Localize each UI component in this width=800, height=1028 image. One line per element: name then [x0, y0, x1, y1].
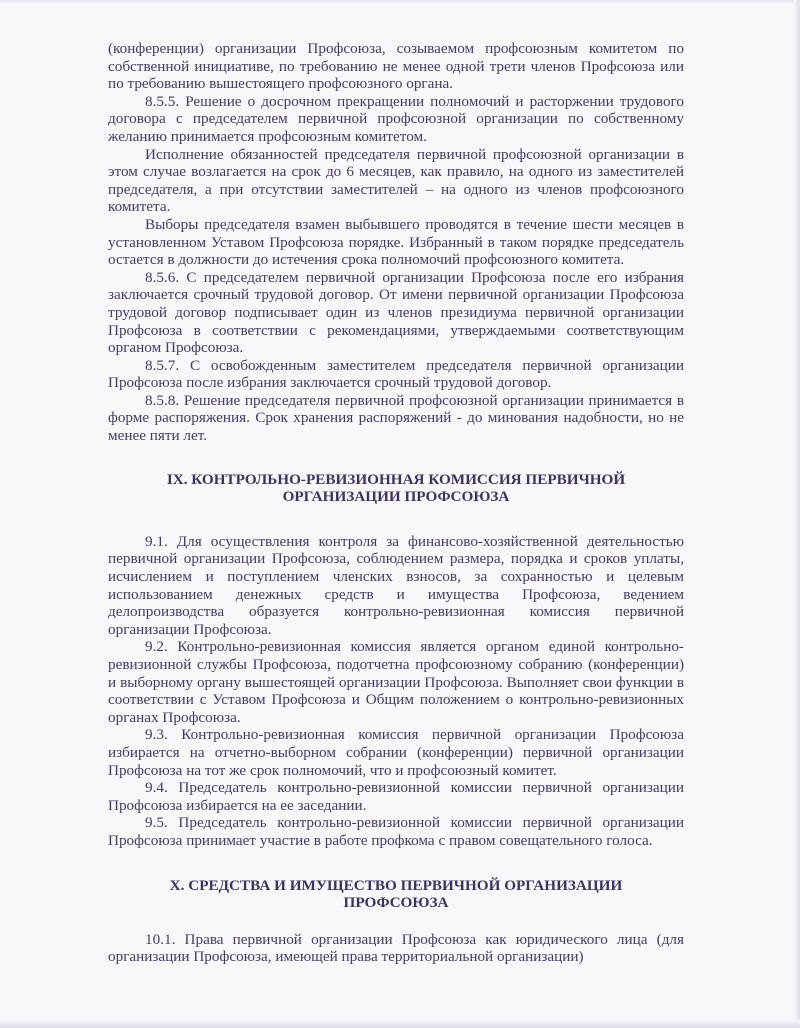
paragraph-9-4: 9.4. Председатель контрольно-ревизионной комиссии первичной организации Профсоюза избирается на ее заседании. [108, 779, 684, 814]
page-top-edge [0, 0, 800, 4]
paragraph-acting-chair: Исполнение обязанностей председателя первичной профсоюзной организации в этом случае возлагается на срок до 6 месяцев, как правило, на одного из заместителей председателя, а при отсутствии заместителей – на одного из членов профсоюзного комитета. [108, 145, 684, 216]
paragraph-9-3: 9.3. Контрольно-ревизионная комиссия первичной организации Профсоюза избирается на отчетно-выборном собрании (конференции) первичной организации Профсоюза на тот же срок полномочий, что и профсоюзный комитет. [108, 726, 684, 779]
paragraph-9-2: 9.2. Контрольно-ревизионная комиссия является органом единой контрольно-ревизионной службы Профсоюза, подотчетна профсоюзному собранию (конференции) и выборному органу вышестоящей организации Профсоюза. Выполняет свои функции в соответствии с Уставом Профсоюза и Общим положением о контрольно-ревизионных органах Профсоюза. [108, 638, 684, 726]
section-9-heading: IX. КОНТРОЛЬНО-РЕВИЗИОННАЯ КОМИССИЯ ПЕРВИЧНОЙ ОРГАНИЗАЦИИ ПРОФСОЮЗА [166, 470, 626, 506]
paragraph-8-5-7: 8.5.7. С освобожденным заместителем председателя первичной организации Профсоюза после избрания заключается срочный трудовой договор. [108, 356, 684, 392]
paragraph-8-5-6: 8.5.6. С председателем первичной организации Профсоюза после его избрания заключается срочный трудовой договор. От имени первичной организации Профсоюза трудовой договор подписывает один из членов президиума первичной организации Профсоюза в соответствии с рекомендациями, утверждаемыми соответствующим органом Профсоюза. [108, 268, 684, 357]
paragraph-8-5-5: 8.5.5. Решение о досрочном прекращении полномочий и расторжении трудового договора с председателем первичной профсоюзной организации по собственному желанию принимается профсоюзным комитетом. [108, 92, 684, 145]
paragraph-continuation: (конференции) организации Профсоюза, созываемом профсоюзным комитетом по собственной инициативе, по требованию не менее одной трети членов Профсоюза или по требованию вышестоящего профсоюзного органа. [108, 40, 684, 93]
page-bottom-edge [0, 1020, 800, 1028]
paragraph-8-5-8: 8.5.8. Решение председателя первичной профсоюзной организации принимается в форме распоряжения. Срок хранения распоряжений - до минования надобности, но не менее пяти лет. [108, 391, 684, 445]
section-10-heading: X. СРЕДСТВА И ИМУЩЕСТВО ПЕРВИЧНОЙ ОРГАНИЗАЦИИ ПРОФСОЮЗА [169, 876, 623, 912]
paragraph-9-1: 9.1. Для осуществления контроля за финансово-хозяйственной деятельностью первичной организации Профсоюза, соблюдением размера, порядка и сроков уплаты, исчислением и поступлением членских взносов, за сохранностью и целевым использованием денежных средств и имущества Профсоюза, ведением делопроизводства образуется контрольно-ревизионная комиссия первичной организации Профсоюза. [108, 532, 684, 638]
paragraph-10-1: 10.1. Права первичной организации Профсоюза как юридического лица (для организации Профсоюза, имеющей права территориальной организации) [108, 930, 684, 966]
page-right-edge [794, 0, 800, 1028]
paragraph-chair-election: Выборы председателя взамен выбывшего проводятся в течение шести месяцев в установленном Уставом Профсоюза порядке. Избранный в таком порядке председатель остается в должности до истечения срока полномочий профсоюзного комитета. [108, 215, 684, 269]
document-body [108, 40, 684, 966]
paragraph-9-5: 9.5. Председатель контрольно-ревизионной комиссии первичной организации Профсоюза принимает участие в работе профкома с правом совещательного голоса. [108, 814, 684, 849]
